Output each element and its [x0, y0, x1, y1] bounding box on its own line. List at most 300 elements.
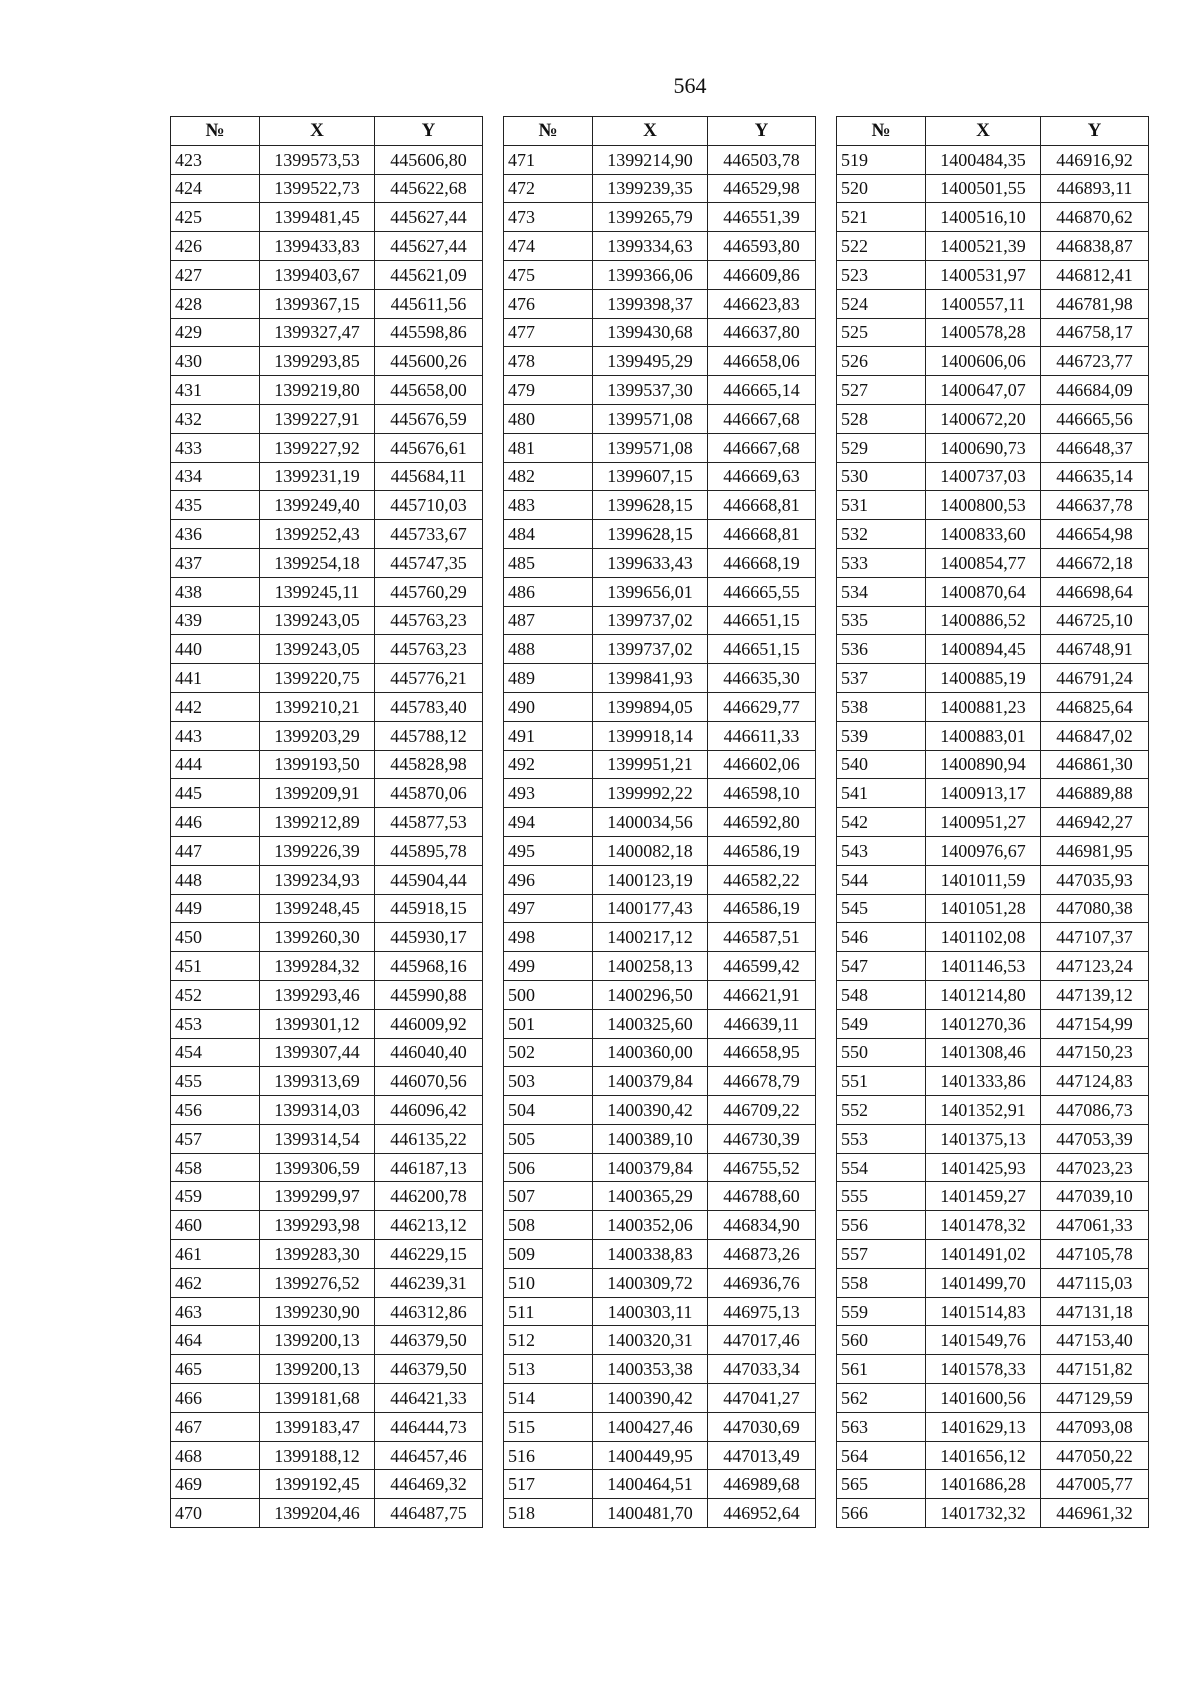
- point-number: 498: [504, 923, 593, 952]
- y-coordinate: 446873,26: [708, 1240, 816, 1269]
- table-row: [837, 1268, 1149, 1297]
- table-row: [504, 1009, 816, 1038]
- table-row: [504, 980, 816, 1009]
- point-number: 519: [837, 145, 926, 174]
- point-number: 502: [504, 1038, 593, 1067]
- point-number: 558: [837, 1268, 926, 1297]
- x-coordinate: 1399951,21: [593, 750, 708, 779]
- point-number: 510: [504, 1268, 593, 1297]
- table-row: [504, 1067, 816, 1096]
- x-coordinate: 1400352,06: [593, 1211, 708, 1240]
- table-row: [171, 635, 483, 664]
- y-coordinate: 447030,69: [708, 1412, 816, 1441]
- y-coordinate: 446487,75: [375, 1499, 483, 1528]
- x-coordinate: 1399231,19: [260, 462, 375, 491]
- x-coordinate: 1399248,45: [260, 894, 375, 923]
- point-number: 423: [171, 145, 260, 174]
- point-number: 514: [504, 1384, 593, 1413]
- point-number: 485: [504, 548, 593, 577]
- x-coordinate: 1400360,00: [593, 1038, 708, 1067]
- table-row: [837, 1067, 1149, 1096]
- x-coordinate: 1399366,06: [593, 260, 708, 289]
- x-coordinate: 1400320,31: [593, 1326, 708, 1355]
- table-row: [504, 1355, 816, 1384]
- table-row: [171, 779, 483, 808]
- y-coordinate: 446096,42: [375, 1096, 483, 1125]
- y-coordinate: 446503,78: [708, 145, 816, 174]
- point-number: 501: [504, 1009, 593, 1038]
- x-coordinate: 1401214,80: [926, 980, 1041, 1009]
- x-coordinate: 1399571,08: [593, 433, 708, 462]
- table-row: [837, 145, 1149, 174]
- table-row: [837, 1412, 1149, 1441]
- header-number: №: [171, 117, 260, 146]
- table-row: [171, 1412, 483, 1441]
- point-number: 466: [171, 1384, 260, 1413]
- table-row: [504, 836, 816, 865]
- table-row: [504, 260, 816, 289]
- point-number: 561: [837, 1355, 926, 1384]
- table-row: [504, 1096, 816, 1125]
- x-coordinate: 1400647,07: [926, 376, 1041, 405]
- table-row: [504, 1441, 816, 1470]
- x-coordinate: 1399430,68: [593, 318, 708, 347]
- table-row: [504, 1240, 816, 1269]
- table-row: [504, 1470, 816, 1499]
- point-number: 453: [171, 1009, 260, 1038]
- point-number: 546: [837, 923, 926, 952]
- point-number: 541: [837, 779, 926, 808]
- y-coordinate: 445606,80: [375, 145, 483, 174]
- y-coordinate: 446593,80: [708, 232, 816, 261]
- y-coordinate: 446781,98: [1041, 289, 1149, 318]
- y-coordinate: 446651,15: [708, 606, 816, 635]
- table-row: [504, 145, 816, 174]
- y-coordinate: 446812,41: [1041, 260, 1149, 289]
- point-number: 537: [837, 664, 926, 693]
- point-number: 512: [504, 1326, 593, 1355]
- x-coordinate: 1401308,46: [926, 1038, 1041, 1067]
- x-coordinate: 1400690,73: [926, 433, 1041, 462]
- x-coordinate: 1400521,39: [926, 232, 1041, 261]
- point-number: 439: [171, 606, 260, 635]
- point-number: 470: [171, 1499, 260, 1528]
- x-coordinate: 1401375,13: [926, 1124, 1041, 1153]
- table-row: [171, 1384, 483, 1413]
- point-number: 516: [504, 1441, 593, 1470]
- table-row: [837, 1470, 1149, 1499]
- y-coordinate: 446200,78: [375, 1182, 483, 1211]
- point-number: 428: [171, 289, 260, 318]
- point-number: 431: [171, 376, 260, 405]
- table-row: [504, 1412, 816, 1441]
- y-coordinate: 446942,27: [1041, 808, 1149, 837]
- table-row: [837, 491, 1149, 520]
- y-coordinate: 446870,62: [1041, 203, 1149, 232]
- point-number: 481: [504, 433, 593, 462]
- x-coordinate: 1399307,44: [260, 1038, 375, 1067]
- x-coordinate: 1400353,38: [593, 1355, 708, 1384]
- table-row: [171, 1268, 483, 1297]
- table-body: [837, 145, 1149, 1527]
- x-coordinate: 1400449,95: [593, 1441, 708, 1470]
- table-row: [171, 952, 483, 981]
- table-row: [837, 865, 1149, 894]
- x-coordinate: 1399284,32: [260, 952, 375, 981]
- point-number: 560: [837, 1326, 926, 1355]
- x-coordinate: 1399293,85: [260, 347, 375, 376]
- point-number: 432: [171, 404, 260, 433]
- x-coordinate: 1399245,11: [260, 577, 375, 606]
- table-row: [171, 664, 483, 693]
- y-coordinate: 447131,18: [1041, 1297, 1149, 1326]
- table-row: [837, 548, 1149, 577]
- y-coordinate: 445763,23: [375, 635, 483, 664]
- point-number: 460: [171, 1211, 260, 1240]
- x-coordinate: 1399571,08: [593, 404, 708, 433]
- x-coordinate: 1399227,91: [260, 404, 375, 433]
- table-row: [171, 1355, 483, 1384]
- point-number: 533: [837, 548, 926, 577]
- y-coordinate: 447124,83: [1041, 1067, 1149, 1096]
- table-row: [504, 289, 816, 318]
- table-row: [504, 664, 816, 693]
- point-number: 464: [171, 1326, 260, 1355]
- y-coordinate: 446730,39: [708, 1124, 816, 1153]
- point-number: 440: [171, 635, 260, 664]
- y-coordinate: 445600,26: [375, 347, 483, 376]
- x-coordinate: 1401499,70: [926, 1268, 1041, 1297]
- table-row: [837, 894, 1149, 923]
- table-row: [504, 433, 816, 462]
- y-coordinate: 446684,09: [1041, 376, 1149, 405]
- x-coordinate: 1399992,22: [593, 779, 708, 808]
- point-number: 553: [837, 1124, 926, 1153]
- table-row: [504, 1384, 816, 1413]
- y-coordinate: 446457,46: [375, 1441, 483, 1470]
- table-row: [171, 692, 483, 721]
- y-coordinate: 447080,38: [1041, 894, 1149, 923]
- x-coordinate: 1399260,30: [260, 923, 375, 952]
- x-coordinate: 1399181,68: [260, 1384, 375, 1413]
- y-coordinate: 446667,68: [708, 433, 816, 462]
- table-row: [171, 404, 483, 433]
- y-coordinate: 446586,19: [708, 894, 816, 923]
- x-coordinate: 1399193,50: [260, 750, 375, 779]
- table-row: [504, 203, 816, 232]
- x-coordinate: 1399276,52: [260, 1268, 375, 1297]
- x-coordinate: 1400606,06: [926, 347, 1041, 376]
- table-row: [171, 836, 483, 865]
- header-row: [837, 117, 1149, 146]
- table-row: [837, 1384, 1149, 1413]
- x-coordinate: 1399293,98: [260, 1211, 375, 1240]
- y-coordinate: 446637,78: [1041, 491, 1149, 520]
- y-coordinate: 446040,40: [375, 1038, 483, 1067]
- y-coordinate: 445676,59: [375, 404, 483, 433]
- y-coordinate: 447086,73: [1041, 1096, 1149, 1125]
- table-row: [171, 203, 483, 232]
- y-coordinate: 446668,81: [708, 491, 816, 520]
- x-coordinate: 1399737,02: [593, 606, 708, 635]
- table-row: [837, 404, 1149, 433]
- table-row: [504, 952, 816, 981]
- point-number: 476: [504, 289, 593, 318]
- table-row: [171, 491, 483, 520]
- x-coordinate: 1399230,90: [260, 1297, 375, 1326]
- table-row: [837, 721, 1149, 750]
- point-number: 474: [504, 232, 593, 261]
- point-number: 442: [171, 692, 260, 721]
- y-coordinate: 446961,32: [1041, 1499, 1149, 1528]
- point-number: 480: [504, 404, 593, 433]
- x-coordinate: 1399219,80: [260, 376, 375, 405]
- x-coordinate: 1401011,59: [926, 865, 1041, 894]
- y-coordinate: 447035,93: [1041, 865, 1149, 894]
- point-number: 548: [837, 980, 926, 1009]
- point-number: 461: [171, 1240, 260, 1269]
- point-number: 515: [504, 1412, 593, 1441]
- point-number: 517: [504, 1470, 593, 1499]
- y-coordinate: 446070,56: [375, 1067, 483, 1096]
- y-coordinate: 446838,87: [1041, 232, 1149, 261]
- x-coordinate: 1399203,29: [260, 721, 375, 750]
- y-coordinate: 446668,19: [708, 548, 816, 577]
- y-coordinate: 445621,09: [375, 260, 483, 289]
- y-coordinate: 446586,19: [708, 836, 816, 865]
- y-coordinate: 446981,95: [1041, 836, 1149, 865]
- point-number: 446: [171, 808, 260, 837]
- point-number: 528: [837, 404, 926, 433]
- y-coordinate: 446469,32: [375, 1470, 483, 1499]
- table-row: [837, 750, 1149, 779]
- x-coordinate: 1400296,50: [593, 980, 708, 1009]
- table-row: [504, 1297, 816, 1326]
- x-coordinate: 1399656,01: [593, 577, 708, 606]
- point-number: 552: [837, 1096, 926, 1125]
- x-coordinate: 1399628,15: [593, 491, 708, 520]
- table-row: [171, 1211, 483, 1240]
- y-coordinate: 447153,40: [1041, 1326, 1149, 1355]
- x-coordinate: 1400303,11: [593, 1297, 708, 1326]
- table-row: [504, 606, 816, 635]
- point-number: 521: [837, 203, 926, 232]
- table-row: [504, 923, 816, 952]
- y-coordinate: 447053,39: [1041, 1124, 1149, 1153]
- point-number: 475: [504, 260, 593, 289]
- table-row: [504, 750, 816, 779]
- x-coordinate: 1400881,23: [926, 692, 1041, 721]
- table-row: [837, 664, 1149, 693]
- x-coordinate: 1400082,18: [593, 836, 708, 865]
- x-coordinate: 1399522,73: [260, 174, 375, 203]
- point-number: 557: [837, 1240, 926, 1269]
- point-number: 520: [837, 174, 926, 203]
- point-number: 473: [504, 203, 593, 232]
- x-coordinate: 1401352,91: [926, 1096, 1041, 1125]
- y-coordinate: 445930,17: [375, 923, 483, 952]
- y-coordinate: 446936,76: [708, 1268, 816, 1297]
- x-coordinate: 1400309,72: [593, 1268, 708, 1297]
- y-coordinate: 447150,23: [1041, 1038, 1149, 1067]
- table-row: [171, 232, 483, 261]
- table-row: [837, 808, 1149, 837]
- y-coordinate: 446889,88: [1041, 779, 1149, 808]
- x-coordinate: 1400258,13: [593, 952, 708, 981]
- table-row: [171, 318, 483, 347]
- y-coordinate: 445684,11: [375, 462, 483, 491]
- point-number: 477: [504, 318, 593, 347]
- point-number: 529: [837, 433, 926, 462]
- point-number: 445: [171, 779, 260, 808]
- point-number: 497: [504, 894, 593, 923]
- x-coordinate: 1399841,93: [593, 664, 708, 693]
- point-number: 426: [171, 232, 260, 261]
- x-coordinate: 1400427,46: [593, 1412, 708, 1441]
- y-coordinate: 445763,23: [375, 606, 483, 635]
- point-number: 531: [837, 491, 926, 520]
- y-coordinate: 447039,10: [1041, 1182, 1149, 1211]
- y-coordinate: 445828,98: [375, 750, 483, 779]
- y-coordinate: 447139,12: [1041, 980, 1149, 1009]
- header-number: №: [837, 117, 926, 146]
- x-coordinate: 1400854,77: [926, 548, 1041, 577]
- y-coordinate: 446551,39: [708, 203, 816, 232]
- y-coordinate: 446665,55: [708, 577, 816, 606]
- table-row: [504, 721, 816, 750]
- x-coordinate: 1399249,40: [260, 491, 375, 520]
- x-coordinate: 1399239,35: [593, 174, 708, 203]
- point-number: 471: [504, 145, 593, 174]
- point-number: 462: [171, 1268, 260, 1297]
- y-coordinate: 447061,33: [1041, 1211, 1149, 1240]
- y-coordinate: 445760,29: [375, 577, 483, 606]
- y-coordinate: 445990,88: [375, 980, 483, 1009]
- point-number: 469: [171, 1470, 260, 1499]
- table-row: [504, 808, 816, 837]
- x-coordinate: 1399200,13: [260, 1355, 375, 1384]
- point-number: 506: [504, 1153, 593, 1182]
- y-coordinate: 445895,78: [375, 836, 483, 865]
- point-number: 505: [504, 1124, 593, 1153]
- y-coordinate: 446135,22: [375, 1124, 483, 1153]
- x-coordinate: 1400890,94: [926, 750, 1041, 779]
- table-row: [837, 1240, 1149, 1269]
- table-row: [837, 1124, 1149, 1153]
- point-number: 463: [171, 1297, 260, 1326]
- table-row: [171, 1067, 483, 1096]
- x-coordinate: 1400365,29: [593, 1182, 708, 1211]
- x-coordinate: 1400123,19: [593, 865, 708, 894]
- y-coordinate: 446009,92: [375, 1009, 483, 1038]
- point-number: 482: [504, 462, 593, 491]
- point-number: 425: [171, 203, 260, 232]
- x-coordinate: 1399299,97: [260, 1182, 375, 1211]
- y-coordinate: 446709,22: [708, 1096, 816, 1125]
- x-coordinate: 1399481,45: [260, 203, 375, 232]
- y-coordinate: 445877,53: [375, 808, 483, 837]
- x-coordinate: 1400389,10: [593, 1124, 708, 1153]
- point-number: 457: [171, 1124, 260, 1153]
- x-coordinate: 1399537,30: [593, 376, 708, 405]
- y-coordinate: 447017,46: [708, 1326, 816, 1355]
- x-coordinate: 1400976,67: [926, 836, 1041, 865]
- table-row: [837, 923, 1149, 952]
- y-coordinate: 446665,56: [1041, 404, 1149, 433]
- table-row: [837, 520, 1149, 549]
- point-number: 565: [837, 1470, 926, 1499]
- y-coordinate: 446861,30: [1041, 750, 1149, 779]
- point-number: 441: [171, 664, 260, 693]
- table-row: [837, 1211, 1149, 1240]
- table-body: [504, 145, 816, 1527]
- x-coordinate: 1399433,83: [260, 232, 375, 261]
- x-coordinate: 1399220,75: [260, 664, 375, 693]
- coordinates-table-2: [503, 116, 816, 1528]
- point-number: 508: [504, 1211, 593, 1240]
- x-coordinate: 1399183,47: [260, 1412, 375, 1441]
- point-number: 467: [171, 1412, 260, 1441]
- x-coordinate: 1399918,14: [593, 721, 708, 750]
- table-row: [171, 1240, 483, 1269]
- point-number: 496: [504, 865, 593, 894]
- table-row: [504, 1038, 816, 1067]
- y-coordinate: 445870,06: [375, 779, 483, 808]
- point-number: 551: [837, 1067, 926, 1096]
- table-row: [504, 1326, 816, 1355]
- point-number: 468: [171, 1441, 260, 1470]
- x-coordinate: 1399573,53: [260, 145, 375, 174]
- point-number: 564: [837, 1441, 926, 1470]
- x-coordinate: 1399367,15: [260, 289, 375, 318]
- x-coordinate: 1401514,83: [926, 1297, 1041, 1326]
- point-number: 450: [171, 923, 260, 952]
- point-number: 455: [171, 1067, 260, 1096]
- table-row: [171, 145, 483, 174]
- table-row: [837, 462, 1149, 491]
- header-y: Y: [1041, 117, 1149, 146]
- y-coordinate: 447123,24: [1041, 952, 1149, 981]
- table-row: [171, 1182, 483, 1211]
- x-coordinate: 1400833,60: [926, 520, 1041, 549]
- x-coordinate: 1399398,37: [593, 289, 708, 318]
- y-coordinate: 446725,10: [1041, 606, 1149, 635]
- table-row: [171, 1153, 483, 1182]
- y-coordinate: 447151,82: [1041, 1355, 1149, 1384]
- x-coordinate: 1401732,32: [926, 1499, 1041, 1528]
- y-coordinate: 446648,37: [1041, 433, 1149, 462]
- table-row: [504, 232, 816, 261]
- table-row: [837, 1355, 1149, 1384]
- y-coordinate: 446529,98: [708, 174, 816, 203]
- table-row: [837, 1297, 1149, 1326]
- y-coordinate: 445627,44: [375, 232, 483, 261]
- point-number: 507: [504, 1182, 593, 1211]
- y-coordinate: 446312,86: [375, 1297, 483, 1326]
- table-row: [837, 779, 1149, 808]
- y-coordinate: 446602,06: [708, 750, 816, 779]
- table-row: [171, 520, 483, 549]
- table-row: [171, 1297, 483, 1326]
- point-number: 479: [504, 376, 593, 405]
- header-y: Y: [375, 117, 483, 146]
- y-coordinate: 447105,78: [1041, 1240, 1149, 1269]
- table-row: [504, 404, 816, 433]
- y-coordinate: 447033,34: [708, 1355, 816, 1384]
- y-coordinate: 445611,56: [375, 289, 483, 318]
- table-row: [837, 692, 1149, 721]
- y-coordinate: 447093,08: [1041, 1412, 1149, 1441]
